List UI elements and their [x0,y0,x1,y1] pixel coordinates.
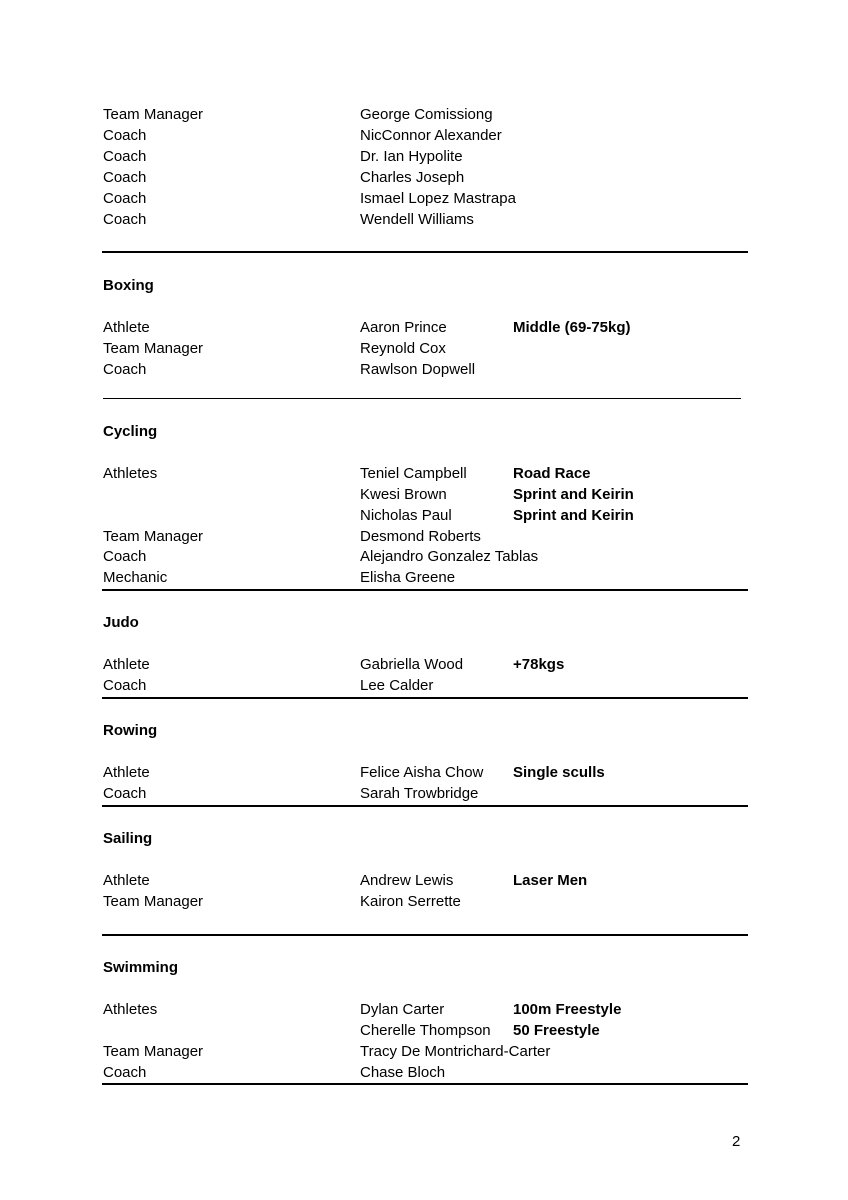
section-heading: Cycling [103,423,158,440]
table-row [103,1062,748,1083]
table-row [103,870,748,891]
event-cell: 100m Freestyle [513,1001,622,1018]
role-cell: Mechanic [103,569,168,586]
role-cell: Team Manager [103,1043,204,1060]
event-cell: Middle (69-75kg) [513,319,631,336]
role-cell: Coach [103,361,147,378]
role-cell: Coach [103,190,147,207]
section-divider [102,934,748,936]
section-divider [102,251,748,253]
table-row [103,999,748,1020]
name-cell: Chase Bloch [360,1064,446,1081]
event-cell: +78kgs [513,656,565,673]
table-row [103,783,748,804]
section-divider [102,697,748,699]
role-cell: Athletes [103,465,158,482]
name-cell: Aaron Prince [360,319,447,336]
underscore-divider [103,398,741,399]
name-cell: Cherelle Thompson [360,1022,491,1039]
role-cell: Coach [103,677,147,694]
role-cell: Coach [103,127,147,144]
name-cell: Sarah Trowbridge [360,785,479,802]
role-cell: Athletes [103,1001,158,1018]
event-cell: Single sculls [513,764,605,781]
role-cell: Coach [103,169,147,186]
table-row [103,188,748,209]
event-cell: Sprint and Keirin [513,486,634,503]
name-cell: Dylan Carter [360,1001,445,1018]
table-row [103,125,748,146]
name-cell: Wendell Williams [360,211,474,228]
name-cell: Nicholas Paul [360,507,452,524]
table-row [103,1041,748,1062]
section-divider [102,1083,748,1085]
role-cell: Coach [103,548,147,565]
section-heading: Swimming [103,959,179,976]
table-row [103,167,748,188]
table-row [103,505,748,526]
name-cell: NicConnor Alexander [360,127,502,144]
event-cell: Road Race [513,465,591,482]
table-row [103,1020,748,1041]
table-row [103,463,748,484]
table-row [103,567,748,588]
table-row [103,359,748,380]
table-row [103,338,748,359]
table-row [103,546,748,567]
name-cell: Ismael Lopez Mastrapa [360,190,516,207]
name-cell: George Comissiong [360,106,493,123]
name-cell: Lee Calder [360,677,434,694]
event-cell: Laser Men [513,872,588,889]
section-heading: Sailing [103,830,153,847]
name-cell: Teniel Campbell [360,465,467,482]
section-divider [102,589,748,591]
name-cell: Alejandro Gonzalez Tablas [360,548,539,565]
name-cell: Rawlson Dopwell [360,361,476,378]
event-cell: Sprint and Keirin [513,507,634,524]
table-row [103,526,748,547]
name-cell: Gabriella Wood [360,656,464,673]
role-cell: Team Manager [103,528,204,545]
table-row [103,484,748,505]
role-cell: Coach [103,1064,147,1081]
role-cell: Athlete [103,656,150,673]
name-cell: Desmond Roberts [360,528,481,545]
table-row [103,317,748,338]
role-cell: Athlete [103,872,150,889]
table-row [103,146,748,167]
name-cell: Kairon Serrette [360,893,461,910]
table-row [103,675,748,696]
name-cell: Kwesi Brown [360,486,447,503]
name-cell: Elisha Greene [360,569,456,586]
role-cell: Coach [103,785,147,802]
role-cell: Coach [103,211,147,228]
table-row [103,209,748,230]
section-heading: Rowing [103,722,158,739]
name-cell: Reynold Cox [360,340,446,357]
role-cell: Athlete [103,764,150,781]
table-row [103,104,748,125]
role-cell: Coach [103,148,147,165]
name-cell: Tracy De Montrichard-Carter [360,1043,551,1060]
section-heading: Boxing [103,277,154,294]
name-cell: Charles Joseph [360,169,465,186]
page-number: 2 [732,1133,741,1150]
table-row [103,762,748,783]
table-row [103,891,748,912]
name-cell: Dr. Ian Hypolite [360,148,463,165]
section-divider [102,805,748,807]
name-cell: Felice Aisha Chow [360,764,484,781]
role-cell: Athlete [103,319,150,336]
section-heading: Judo [103,614,139,631]
role-cell: Team Manager [103,106,204,123]
name-cell: Andrew Lewis [360,872,454,889]
role-cell: Team Manager [103,340,204,357]
table-row [103,654,748,675]
event-cell: 50 Freestyle [513,1022,600,1039]
role-cell: Team Manager [103,893,204,910]
